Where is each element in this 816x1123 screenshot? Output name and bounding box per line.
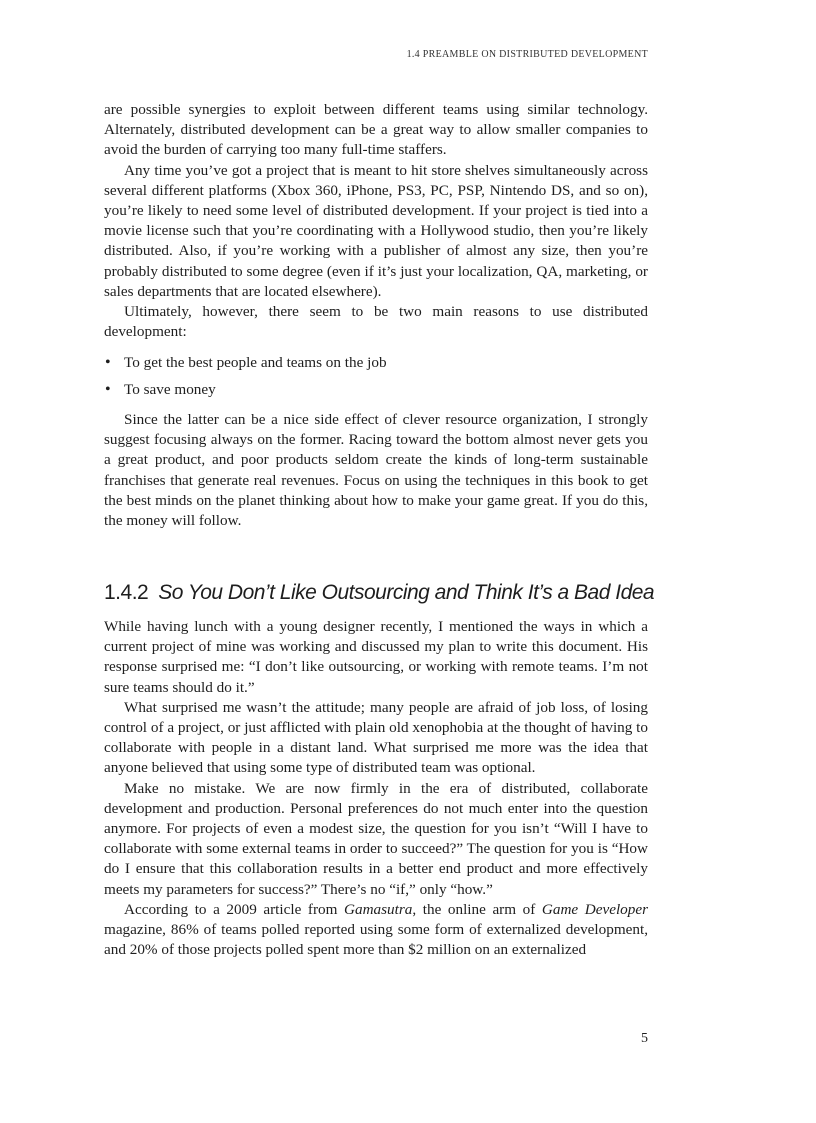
running-head: 1.4 PREAMBLE ON DISTRIBUTED DEVELOPMENT [406, 49, 648, 60]
statistics-text-part3: magazine, 86% of teams polled reported using some form of externalized development, and 20% of those projects polled spent more than $2 million on an externalized [104, 921, 648, 959]
paragraph-platforms: Any time you’ve got a project that is meant to hit store shelves simultaneously across several different platforms (Xbox 360, iPhone, PS3, PC, PSP, Nintendo DS, and so on), you’re likely to need some level of distributed development. If your project is tied into a movie license such that you’re coordinating with a Hollywood studio, then you’re likely distributed. Also, if you’re working with a publisher of almost any size, then you’re probably distributed to some degree (even if it’s just your localization, QA, marketing, or sales departments that are located elsewhere). [104, 161, 648, 300]
paragraph-continued: are possible synergies to exploit between different teams using similar technology. Alternately, distributed development can be a great way to allow smaller companies to avoid the burden of carrying too many full-time staffers. [104, 101, 648, 159]
list-item-text: To get the best people and teams on the job [124, 354, 387, 371]
section-heading [104, 578, 664, 608]
bullet-icon: • [105, 354, 111, 371]
paragraph-lunch: While having lunch with a young designer recently, I mentioned the ways in which a current project of mine was working and discussed my plan to write this document. His response surprised me: “I don’t like outsourcing, or working with remote teams. I’m not sure teams should do it.” [104, 618, 648, 696]
body-text-top [104, 100, 648, 342]
section-number: 1.4.2 [104, 581, 149, 604]
statistics-text-part1: According to a 2009 article from [124, 900, 345, 918]
statistics-text-part2: , the online arm of [412, 900, 542, 918]
reasons-list [104, 353, 648, 407]
paragraph-statistics [104, 900, 648, 961]
page-number: 5 [641, 1031, 648, 1046]
body-text-section [104, 617, 648, 960]
body-text-middle [104, 410, 648, 531]
magazine-name: Game Developer [541, 900, 648, 918]
section-title: So You Don’t Like Outsourcing and Think It’s a Bad Idea [158, 581, 655, 604]
source-name: Gamasutra [344, 900, 413, 918]
bullet-icon: • [105, 381, 111, 399]
paragraph-no-mistake: Make no mistake. We are now firmly in the era of distributed, collaborate development and production. Personal preferences do not much enter into the question anymore. For projects of even a modest size, the question for you isn’t “Will I have to collaborate with some external teams in order to succeed?” The question for you is “How do I ensure that this collaboration results in a better end product and more effectively meets my parameters for success?” There’s no “if,” only “how.” [104, 779, 648, 898]
paragraph-reasons-intro: Ultimately, however, there seem to be two main reasons to use distributed development: [104, 303, 648, 341]
paragraph-recommendation: Since the latter can be a nice side effect of clever resource organization, I strongly suggest focusing always on the former. Racing toward the bottom almost never gets you a great product, and poor products seldom create the kinds of long-term sustainable franchises that generate real revenues. Focus on using the techniques in this book to get the best minds on the planet thinking about how to make your game great. If you do this, the money will follow. [104, 411, 648, 530]
list-item-text: To save money [124, 381, 216, 399]
list-item [104, 353, 648, 373]
paragraph-surprise: What surprised me wasn’t the attitude; many people are afraid of job loss, of losing control of a project, or just afflicted with plain old xenophobia at the thought of having to collaborate with people in a distant land. What surprised me more was the idea that anyone believed that using some type of distributed team was optional. [104, 698, 648, 777]
list-item [104, 380, 648, 400]
